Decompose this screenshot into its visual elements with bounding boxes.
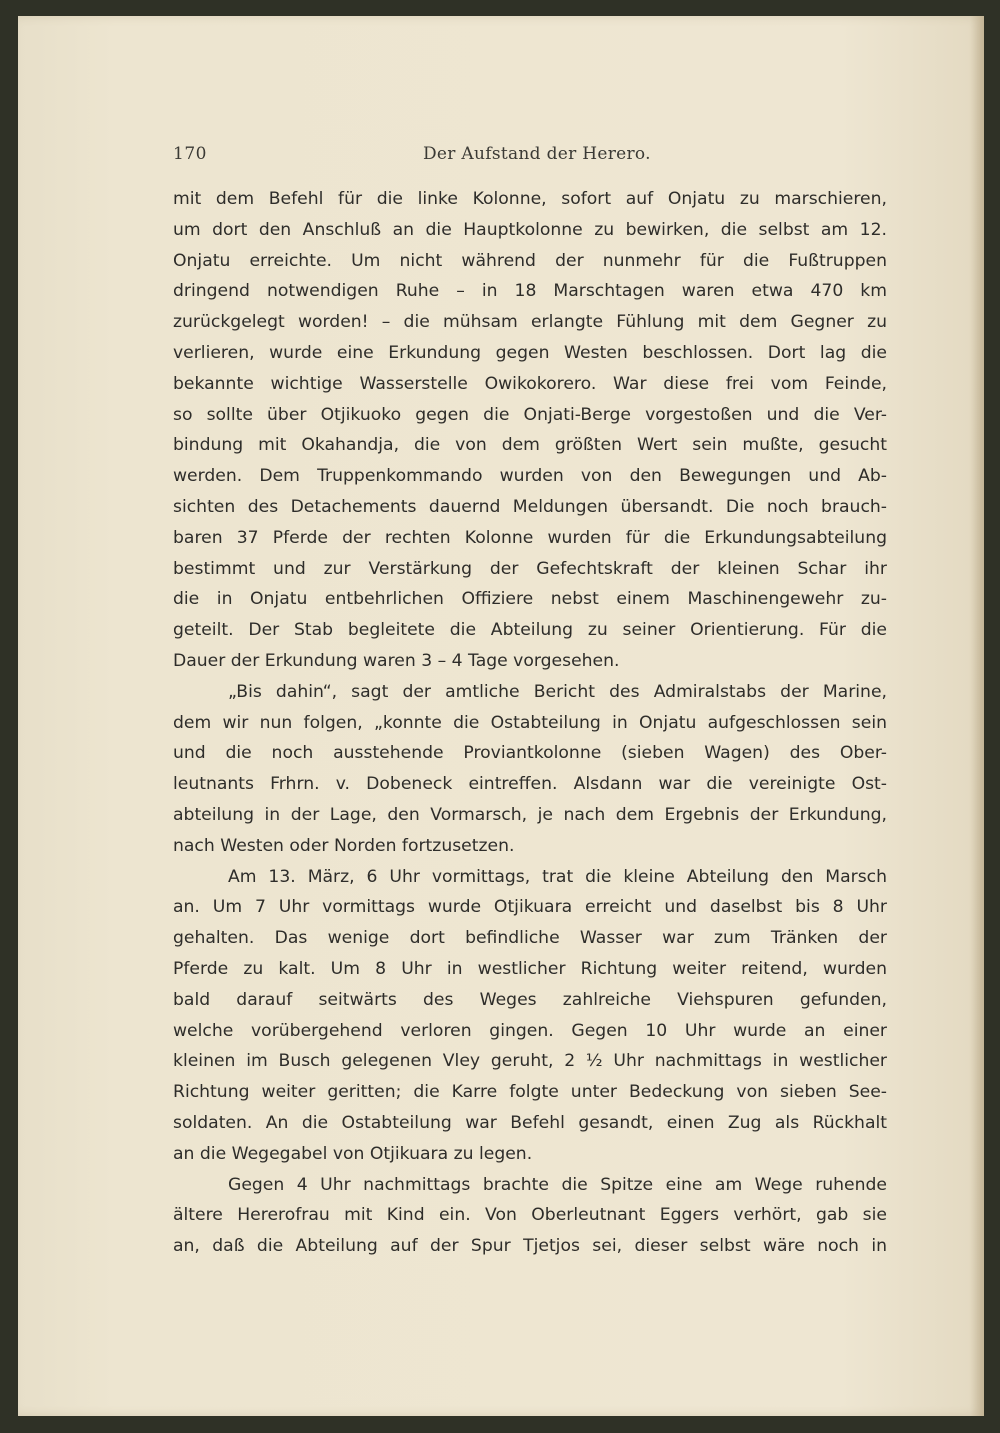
text-line: geteilt. Der Stab begleitete die Abteilung zu seiner Orientierung. Für die: [173, 620, 887, 641]
text-line: um dort den Anschluß an die Hauptkolonne zu bewirken, die selbst am 12.: [173, 219, 887, 240]
text-line: dem wir nun folgen, „konnte die Ostabteilung in Onjatu aufgeschlossen sein: [173, 712, 887, 733]
text-line: kleinen im Busch gelegenen Vley geruht, 2 ½ Uhr nachmittags in westlicher: [173, 1051, 887, 1072]
text-line: bindung mit Okahandja, die von dem größten Wert sein mußte, gesucht: [173, 435, 887, 456]
text-line: Dauer der Erkundung waren 3 – 4 Tage vorgesehen.: [173, 650, 620, 671]
text-line: Pferde zu kalt. Um 8 Uhr in westlicher Richtung weiter reitend, wurden: [173, 958, 887, 979]
paragraph: [173, 1170, 887, 1262]
text-line: Richtung weiter geritten; die Karre folgte unter Bedeckung von sieben See-: [173, 1082, 887, 1103]
text-line: sichten des Detachements dauernd Meldungen übersandt. Die noch brauch-: [173, 496, 887, 517]
text-line: abteilung in der Lage, den Vormarsch, je nach dem Ergebnis der Erkundung,: [173, 804, 887, 825]
text-line: an die Wegegabel von Otjikuara zu legen.: [173, 1143, 533, 1164]
text-line: dringend notwendigen Ruhe – in 18 Marschtagen waren etwa 470 km: [173, 281, 887, 302]
paragraph: [173, 184, 887, 677]
text-line: Am 13. März, 6 Uhr vormittags, trat die kleine Abteilung den Marsch: [228, 866, 887, 887]
text-line: nach Westen oder Norden fortzusetzen.: [173, 835, 515, 856]
text-line: gehalten. Das wenige dort befindliche Wasser war zum Tränken der: [173, 928, 887, 949]
text-line: Onjatu erreichte. Um nicht während der nunmehr für die Fußtruppen: [173, 250, 887, 271]
text-line: leutnants Frhrn. v. Dobeneck eintreffen. Alsdann war die vereinigte Ost-: [173, 774, 887, 795]
paragraph: [173, 677, 887, 862]
text-line: so sollte über Otjikuoko gegen die Onjati-Berge vorgestoßen und die Ver-: [173, 404, 887, 425]
text-line: bald darauf seitwärts des Weges zahlreiche Viehspuren gefunden,: [173, 989, 887, 1010]
text-line: zurückgelegt worden! – die mühsam erlangte Fühlung mit dem Gegner zu: [173, 312, 887, 333]
text-line: baren 37 Pferde der rechten Kolonne wurden für die Erkundungsabteilung: [173, 527, 887, 548]
running-title: Der Aufstand der Herero.: [423, 144, 651, 164]
text-line: und die noch ausstehende Proviantkolonne (sieben Wagen) des Ober-: [173, 743, 887, 764]
text-line: verlieren, wurde eine Erkundung gegen Westen beschlossen. Dort lag die: [173, 342, 887, 363]
page-number: 170: [173, 144, 207, 164]
body-text: [173, 184, 887, 1262]
text-line: an. Um 7 Uhr vormittags wurde Otjikuara erreicht und daselbst bis 8 Uhr: [173, 897, 887, 918]
text-line: ältere Hererofrau mit Kind ein. Von Oberleutnant Eggers verhört, gab sie: [173, 1205, 887, 1226]
text-line: die in Onjatu entbehrlichen Offiziere nebst einem Maschinengewehr zu-: [173, 589, 887, 610]
page-header: [18, 140, 984, 170]
text-line: soldaten. An die Ostabteilung war Befehl gesandt, einen Zug als Rückhalt: [173, 1112, 887, 1133]
text-line: bestimmt und zur Verstärkung der Gefechtskraft der kleinen Schar ihr: [173, 558, 887, 579]
paragraph: [173, 862, 887, 1170]
book-page: [18, 16, 984, 1416]
text-line: werden. Dem Truppenkommando wurden von den Bewegungen und Ab-: [173, 466, 887, 487]
text-line: „Bis dahin“, sagt der amtliche Bericht des Admiralstabs der Marine,: [228, 681, 887, 702]
page-fold-shadow: [970, 16, 984, 1416]
text-line: bekannte wichtige Wasserstelle Owikokorero. War diese frei vom Feinde,: [173, 373, 887, 394]
text-line: welche vorübergehend verloren gingen. Gegen 10 Uhr wurde an einer: [173, 1020, 887, 1041]
text-line: an, daß die Abteilung auf der Spur Tjetjos sei, dieser selbst wäre noch in: [173, 1236, 887, 1257]
text-line: Gegen 4 Uhr nachmittags brachte die Spitze eine am Wege ruhende: [228, 1174, 887, 1195]
text-line: mit dem Befehl für die linke Kolonne, sofort auf Onjatu zu marschieren,: [173, 189, 887, 209]
